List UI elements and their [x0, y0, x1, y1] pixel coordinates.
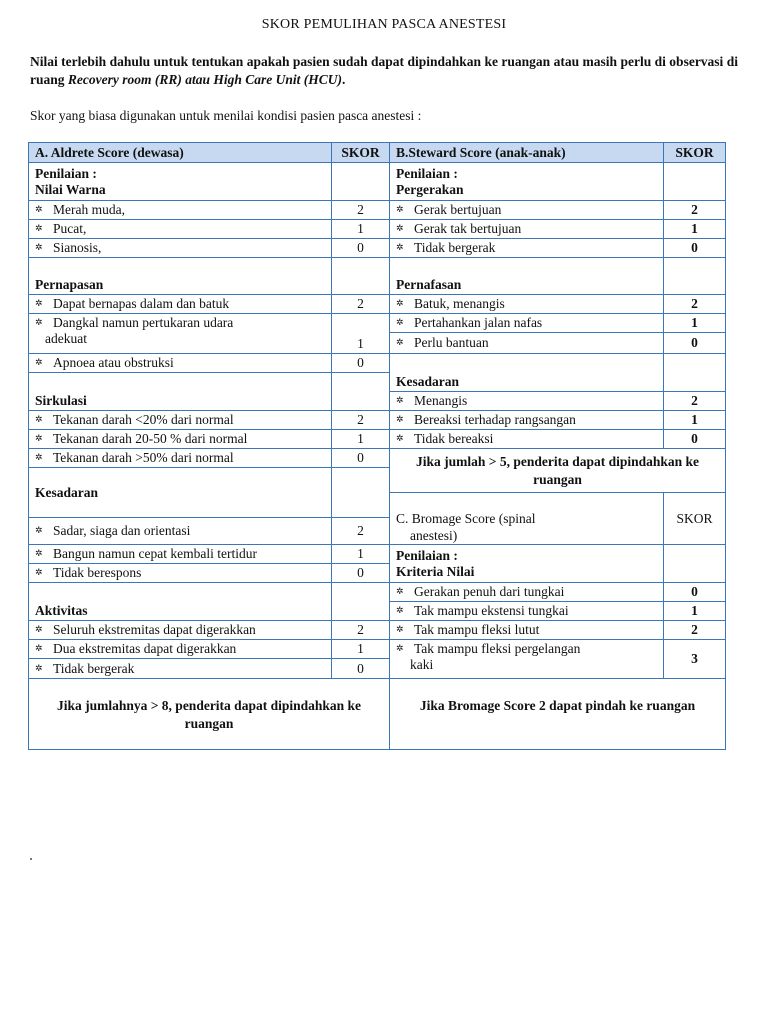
- empty-cell: [332, 583, 390, 621]
- list-item: ✲ Tak mampu ekstensi tungkai: [390, 602, 664, 621]
- list-item: ✲ Tidak bereaksi: [390, 430, 664, 449]
- bullet-star-icon: ✲: [396, 586, 404, 596]
- list-item: ✲ Tekanan darah 20-50 % dari normal: [29, 430, 332, 449]
- list-item: ✲ Seluruh ekstremitas dapat digerakkan: [29, 621, 332, 640]
- bromage-header-line2: anestesi): [410, 528, 458, 543]
- empty-cell: [332, 163, 390, 201]
- steward-penilaian-cell: [390, 163, 664, 201]
- bullet-star-icon: ✲: [396, 605, 404, 615]
- score-value: 0: [332, 449, 390, 468]
- bullet-star-icon: ✲: [396, 204, 404, 214]
- list-item: ✲ Tidak bergerak: [390, 239, 664, 258]
- bullet-star-icon: ✲: [396, 433, 404, 443]
- score-value: 1: [332, 314, 390, 354]
- steward-penilaian: Penilaian :: [396, 165, 458, 181]
- bullet-star-icon: ✲: [35, 414, 43, 424]
- score-value: 0: [664, 239, 726, 258]
- list-item: ✲ Merah muda,: [29, 201, 332, 220]
- list-item: ✲ Apnoea atau obstruksi: [29, 354, 332, 373]
- list-item: ✲ Perlu bantuan: [390, 333, 664, 354]
- score-value: 1: [332, 640, 390, 659]
- bullet-star-icon: ✲: [396, 317, 404, 327]
- aldrete-note: Jika jumlahnya > 8, penderita dapat dipindahkan ke ruangan: [29, 679, 390, 750]
- list-item: ✲ Sadar, siaga dan orientasi: [29, 518, 332, 545]
- bullet-star-icon: ✲: [396, 242, 404, 252]
- list-item: ✲ Dua ekstremitas dapat digerakkan: [29, 640, 332, 659]
- steward-kesadaran: Kesadaran: [390, 354, 664, 392]
- empty-cell: [332, 468, 390, 518]
- list-item: ✲ Tekanan darah >50% dari normal: [29, 449, 332, 468]
- bullet-star-icon: ✲: [35, 662, 43, 673]
- bullet-star-icon: ✲: [396, 624, 404, 634]
- steward-pergerakan: Pergerakan: [396, 181, 464, 197]
- score-value: 1: [332, 430, 390, 449]
- aldrete-pernapasan: Pernapasan: [29, 258, 332, 295]
- list-item: ✲ Tidak bergerak: [29, 659, 332, 679]
- bullet-star-icon: ✲: [396, 395, 404, 405]
- page-title: SKOR PEMULIHAN PASCA ANESTESI: [261, 17, 507, 32]
- aldrete-penilaian: Penilaian :: [35, 165, 97, 181]
- list-item: ✲ Tekanan darah <20% dari normal: [29, 411, 332, 430]
- bullet-star-icon: ✲: [35, 567, 43, 577]
- empty-cell: [664, 163, 726, 201]
- bullet-star-icon: ✲: [35, 525, 43, 536]
- bullet-star-icon: ✲: [396, 643, 404, 653]
- list-item: ✲ Bereaksi terhadap rangsangan: [390, 411, 664, 430]
- bromage-skor-header: SKOR: [664, 493, 726, 545]
- steward-skor-header: SKOR: [664, 143, 726, 163]
- score-value: 1: [332, 545, 390, 564]
- score-value: 1: [664, 602, 726, 621]
- bullet-star-icon: ✲: [35, 357, 43, 367]
- list-item: ✲ Pertahankan jalan nafas: [390, 314, 664, 333]
- list-item: ✲ Gerak bertujuan: [390, 201, 664, 220]
- steward-header: B.Steward Score (anak-anak): [390, 143, 664, 163]
- list-item: ✲ Gerakan penuh dari tungkai: [390, 583, 664, 602]
- score-value: 2: [332, 201, 390, 220]
- score-value: 2: [332, 621, 390, 640]
- list-item: ✲ Sianosis,: [29, 239, 332, 258]
- bromage-penilaian-cell: [390, 545, 664, 583]
- score-value: 3: [664, 640, 726, 679]
- empty-cell: [332, 258, 390, 295]
- bromage-header-line1: C. Bromage Score (spinal: [396, 511, 536, 526]
- bullet-star-icon: ✲: [35, 298, 43, 308]
- bullet-star-icon: ✲: [35, 452, 43, 462]
- list-item: ✲ Dangkal namun pertukaran udara adekuat: [29, 314, 332, 354]
- intro-end: .: [342, 72, 346, 87]
- score-value: 0: [332, 659, 390, 679]
- list-item: ✲ Pucat,: [29, 220, 332, 239]
- score-value: 1: [332, 220, 390, 239]
- stray-dot: [30, 858, 32, 860]
- list-item: ✲ Tak mampu fleksi lutut: [390, 621, 664, 640]
- score-value: 0: [664, 333, 726, 354]
- score-value: 2: [332, 411, 390, 430]
- score-value: 2: [664, 621, 726, 640]
- list-item: ✲ Dapat bernapas dalam dan batuk: [29, 295, 332, 314]
- score-value: 2: [664, 295, 726, 314]
- empty-cell: [664, 258, 726, 295]
- score-value: 2: [332, 518, 390, 545]
- score-value: 0: [664, 583, 726, 602]
- bullet-star-icon: ✲: [396, 298, 404, 308]
- score-value: 1: [664, 411, 726, 430]
- aldrete-aktivitas: Aktivitas: [29, 583, 332, 621]
- bullet-star-icon: ✲: [35, 223, 43, 233]
- score-value: 0: [664, 430, 726, 449]
- intro-paragraph: [30, 53, 738, 89]
- aldrete-kesadaran: Kesadaran: [29, 468, 332, 518]
- intro-text: Nilai terlebih dahulu untuk tentukan apakah pasien sudah dapat dipindahkan ke ruangan atau masih perlu di observasi di ruang: [30, 54, 738, 87]
- bromage-header: [390, 493, 664, 545]
- score-value: 1: [664, 314, 726, 333]
- bullet-star-icon: ✲: [35, 317, 43, 327]
- list-item: ✲ Menangis: [390, 392, 664, 411]
- intro-italic-text: Recovery room (RR) atau High Care Unit (HCU): [67, 72, 343, 87]
- steward-pernafasan: Pernafasan: [390, 258, 664, 295]
- empty-cell: [664, 545, 726, 583]
- aldrete-penilaian-cell: [29, 163, 332, 201]
- list-item: ✲ Bangun namun cepat kembali tertidur: [29, 545, 332, 564]
- bullet-star-icon: ✲: [35, 204, 43, 214]
- bullet-star-icon: ✲: [35, 624, 43, 634]
- bullet-star-icon: ✲: [35, 242, 43, 252]
- score-value: 2: [664, 392, 726, 411]
- list-item: ✲ Gerak tak bertujuan: [390, 220, 664, 239]
- bullet-star-icon: ✲: [396, 337, 404, 347]
- score-value: 1: [664, 220, 726, 239]
- aldrete-skor-header: SKOR: [332, 143, 390, 163]
- score-value: 0: [332, 354, 390, 373]
- bullet-star-icon: ✲: [35, 548, 43, 558]
- list-item: ✲ Batuk, menangis: [390, 295, 664, 314]
- aldrete-sirkulasi: Sirkulasi: [29, 373, 332, 411]
- score-value: 2: [332, 295, 390, 314]
- steward-note: Jika jumlah > 5, penderita dapat dipindahkan ke ruangan: [390, 449, 726, 493]
- bromage-penilaian: Penilaian :: [396, 547, 458, 563]
- bullet-star-icon: ✲: [35, 643, 43, 653]
- bullet-star-icon: ✲: [35, 433, 43, 443]
- bullet-star-icon: ✲: [396, 223, 404, 233]
- list-item: ✲ Tidak berespons: [29, 564, 332, 583]
- bromage-note: Jika Bromage Score 2 dapat pindah ke ruangan: [390, 679, 726, 750]
- empty-cell: [664, 354, 726, 392]
- score-value: 0: [332, 564, 390, 583]
- score-value: 2: [664, 201, 726, 220]
- aldrete-header: A. Aldrete Score (dewasa): [29, 143, 332, 163]
- list-item: ✲ Tak mampu fleksi pergelangan kaki: [390, 640, 664, 679]
- subtitle: Skor yang biasa digunakan untuk menilai kondisi pasien pasca anestesi :: [30, 108, 422, 123]
- score-value: 0: [332, 239, 390, 258]
- bullet-star-icon: ✲: [396, 414, 404, 424]
- empty-cell: [332, 373, 390, 411]
- aldrete-nilai-warna: Nilai Warna: [35, 181, 106, 197]
- score-table: [28, 142, 726, 750]
- bromage-kriteria: Kriteria Nilai: [396, 563, 475, 579]
